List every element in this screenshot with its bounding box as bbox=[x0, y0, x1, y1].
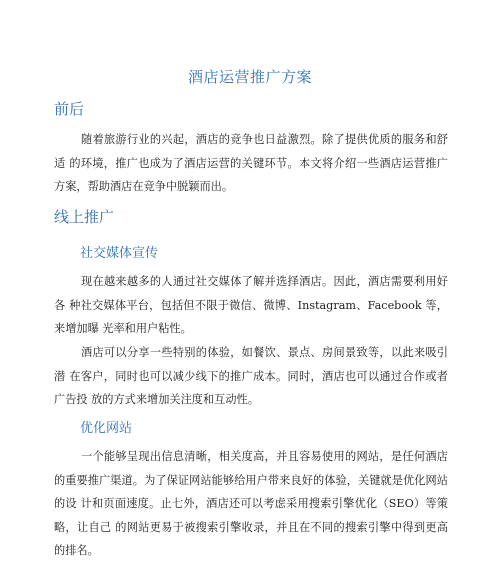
section-heading-online-promotion: 线上推广 bbox=[54, 208, 115, 226]
paragraph-optimize-website: 一个能够呈现出信息清晰，相关度高，并且容易使用的网站，是任何酒店的重要推广渠道。为了保证网站能够给用户带来良好的体验，关键就是优化网站的设 计和页面速度。止七外，酒店还可以考虑采用搜索引擎优化（SEO）等策略，让自己 的网站更易于被搜索引擎收录，并且在不同的搜索引擎中得到更高的排名。 bbox=[54, 450, 448, 557]
subsection-heading-social-media: 社交媒体宣传 bbox=[80, 246, 159, 261]
section-heading-preface: 前后 bbox=[54, 100, 85, 118]
paragraph-social-media-2: 酒店可以分享一些特别的体验，如餐饮、景点、房间景致等，以此来吸引潜 在客户，同时也可以减少线下的推广成本。同时，酒店也可以通过合作或者广告投 放的方式来增加关注度和互动性。 bbox=[54, 346, 448, 406]
document-title: 酒店运营推广方案 bbox=[187, 68, 312, 86]
paragraph-preface: 随着旅游行业的兴起，酒店的竞争也日益激烈。除了提供优质的服务和舒适 的环境，推广也成为了酒店运营的关键环节。本文将介绍一些酒店运营推广方案，帮助酒店在竞争中脱颖而出。 bbox=[54, 133, 448, 193]
paragraph-social-media-1: 现在越来越多的人通过社交媒体了解并选择酒店。因此，酒店需要利用好各 种社交媒体平台，包括但不限于微信、微博、Instagram、Facebook 等，来增加曝 光率和用户粘性。 bbox=[54, 275, 448, 335]
subsection-heading-optimize-website: 优化网站 bbox=[80, 421, 133, 436]
